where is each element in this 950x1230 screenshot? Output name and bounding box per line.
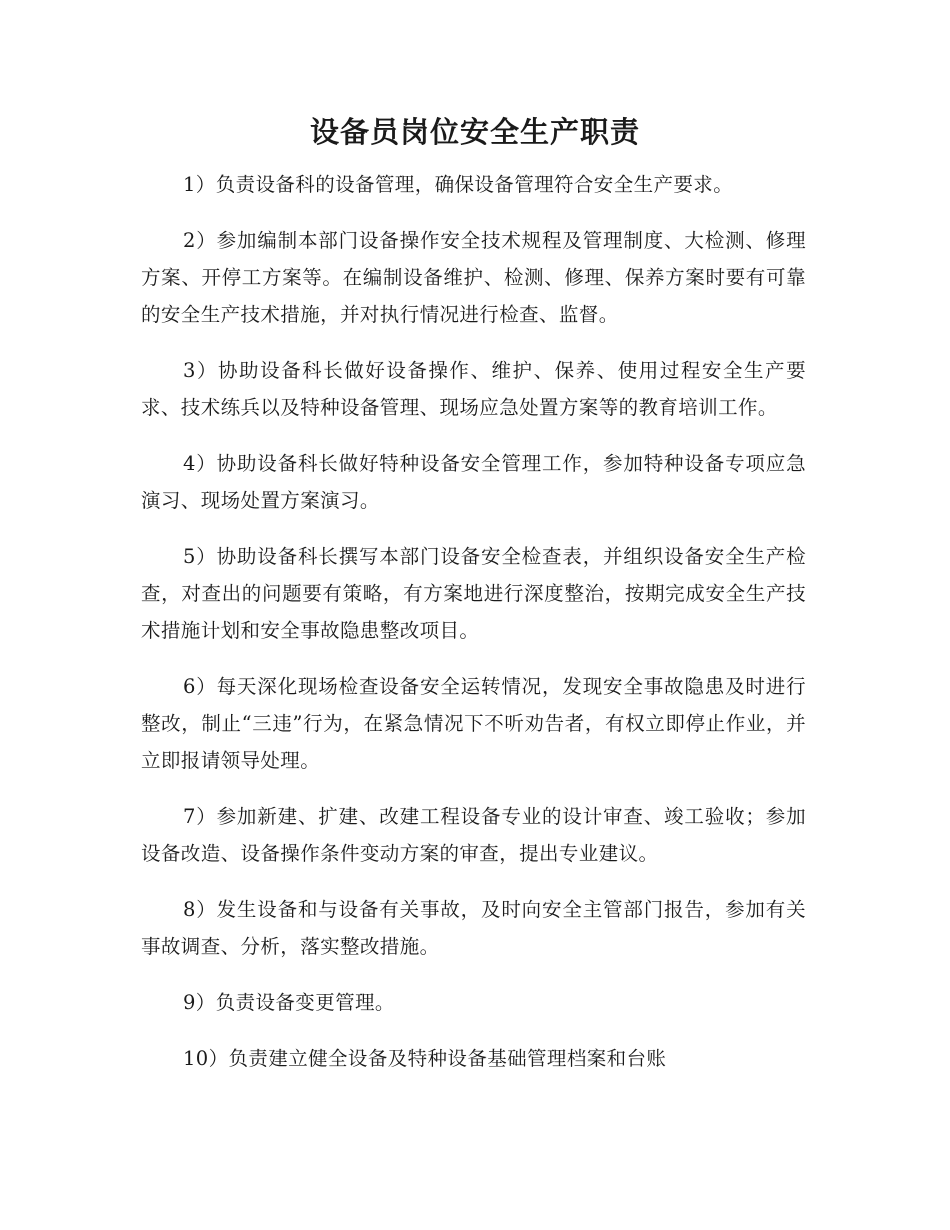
paragraph-3: 3）协助设备科长做好设备操作、维护、保养、使用过程安全生产要求、技术练兵以及特种设备管理、现场应急处置方案等的教育培训工作。 bbox=[141, 359, 806, 419]
paragraph-9: 9）负责设备变更管理。 bbox=[183, 991, 395, 1014]
paragraph-7: 7）参加新建、扩建、改建工程设备专业的设计审查、竣工验收；参加设备改造、设备操作条件变动方案的审查，提出专业建议。 bbox=[141, 805, 806, 865]
paragraph-10: 10）负责建立健全设备及特种设备基础管理档案和台账 bbox=[183, 1047, 667, 1070]
document-title: 设备员岗位安全生产职责 bbox=[309, 115, 640, 149]
paragraph-5: 5）协助设备科长撰写本部门设备安全检查表，并组织设备安全生产检查，对查出的问题要有策略，有方案地进行深度整治，按期完成安全生产技术措施计划和安全事故隐患整改项目。 bbox=[141, 545, 806, 642]
paragraph-4: 4）协助设备科长做好特种设备安全管理工作，参加特种设备专项应急演习、现场处置方案演习。 bbox=[141, 452, 806, 512]
paragraph-6: 6）每天深化现场检查设备安全运转情况，发现安全事故隐患及时进行整改，制止“三违”行为，在紧急情况下不听劝告者，有权立即停止作业，并立即报请领导处理。 bbox=[141, 675, 806, 772]
paragraph-2: 2）参加编制本部门设备操作安全技术规程及管理制度、大检测、修理方案、开停工方案等。在编制设备维护、检测、修理、保养方案时要有可靠的安全生产技术措施，并对执行情况进行检查、监督。 bbox=[141, 229, 806, 326]
paragraph-8: 8）发生设备和与设备有关事故，及时向安全主管部门报告，参加有关事故调查、分析，落实整改措施。 bbox=[141, 898, 806, 958]
paragraph-1: 1）负责设备科的设备管理，确保设备管理符合安全生产要求。 bbox=[183, 173, 734, 196]
document-body bbox=[141, 166, 806, 1096]
